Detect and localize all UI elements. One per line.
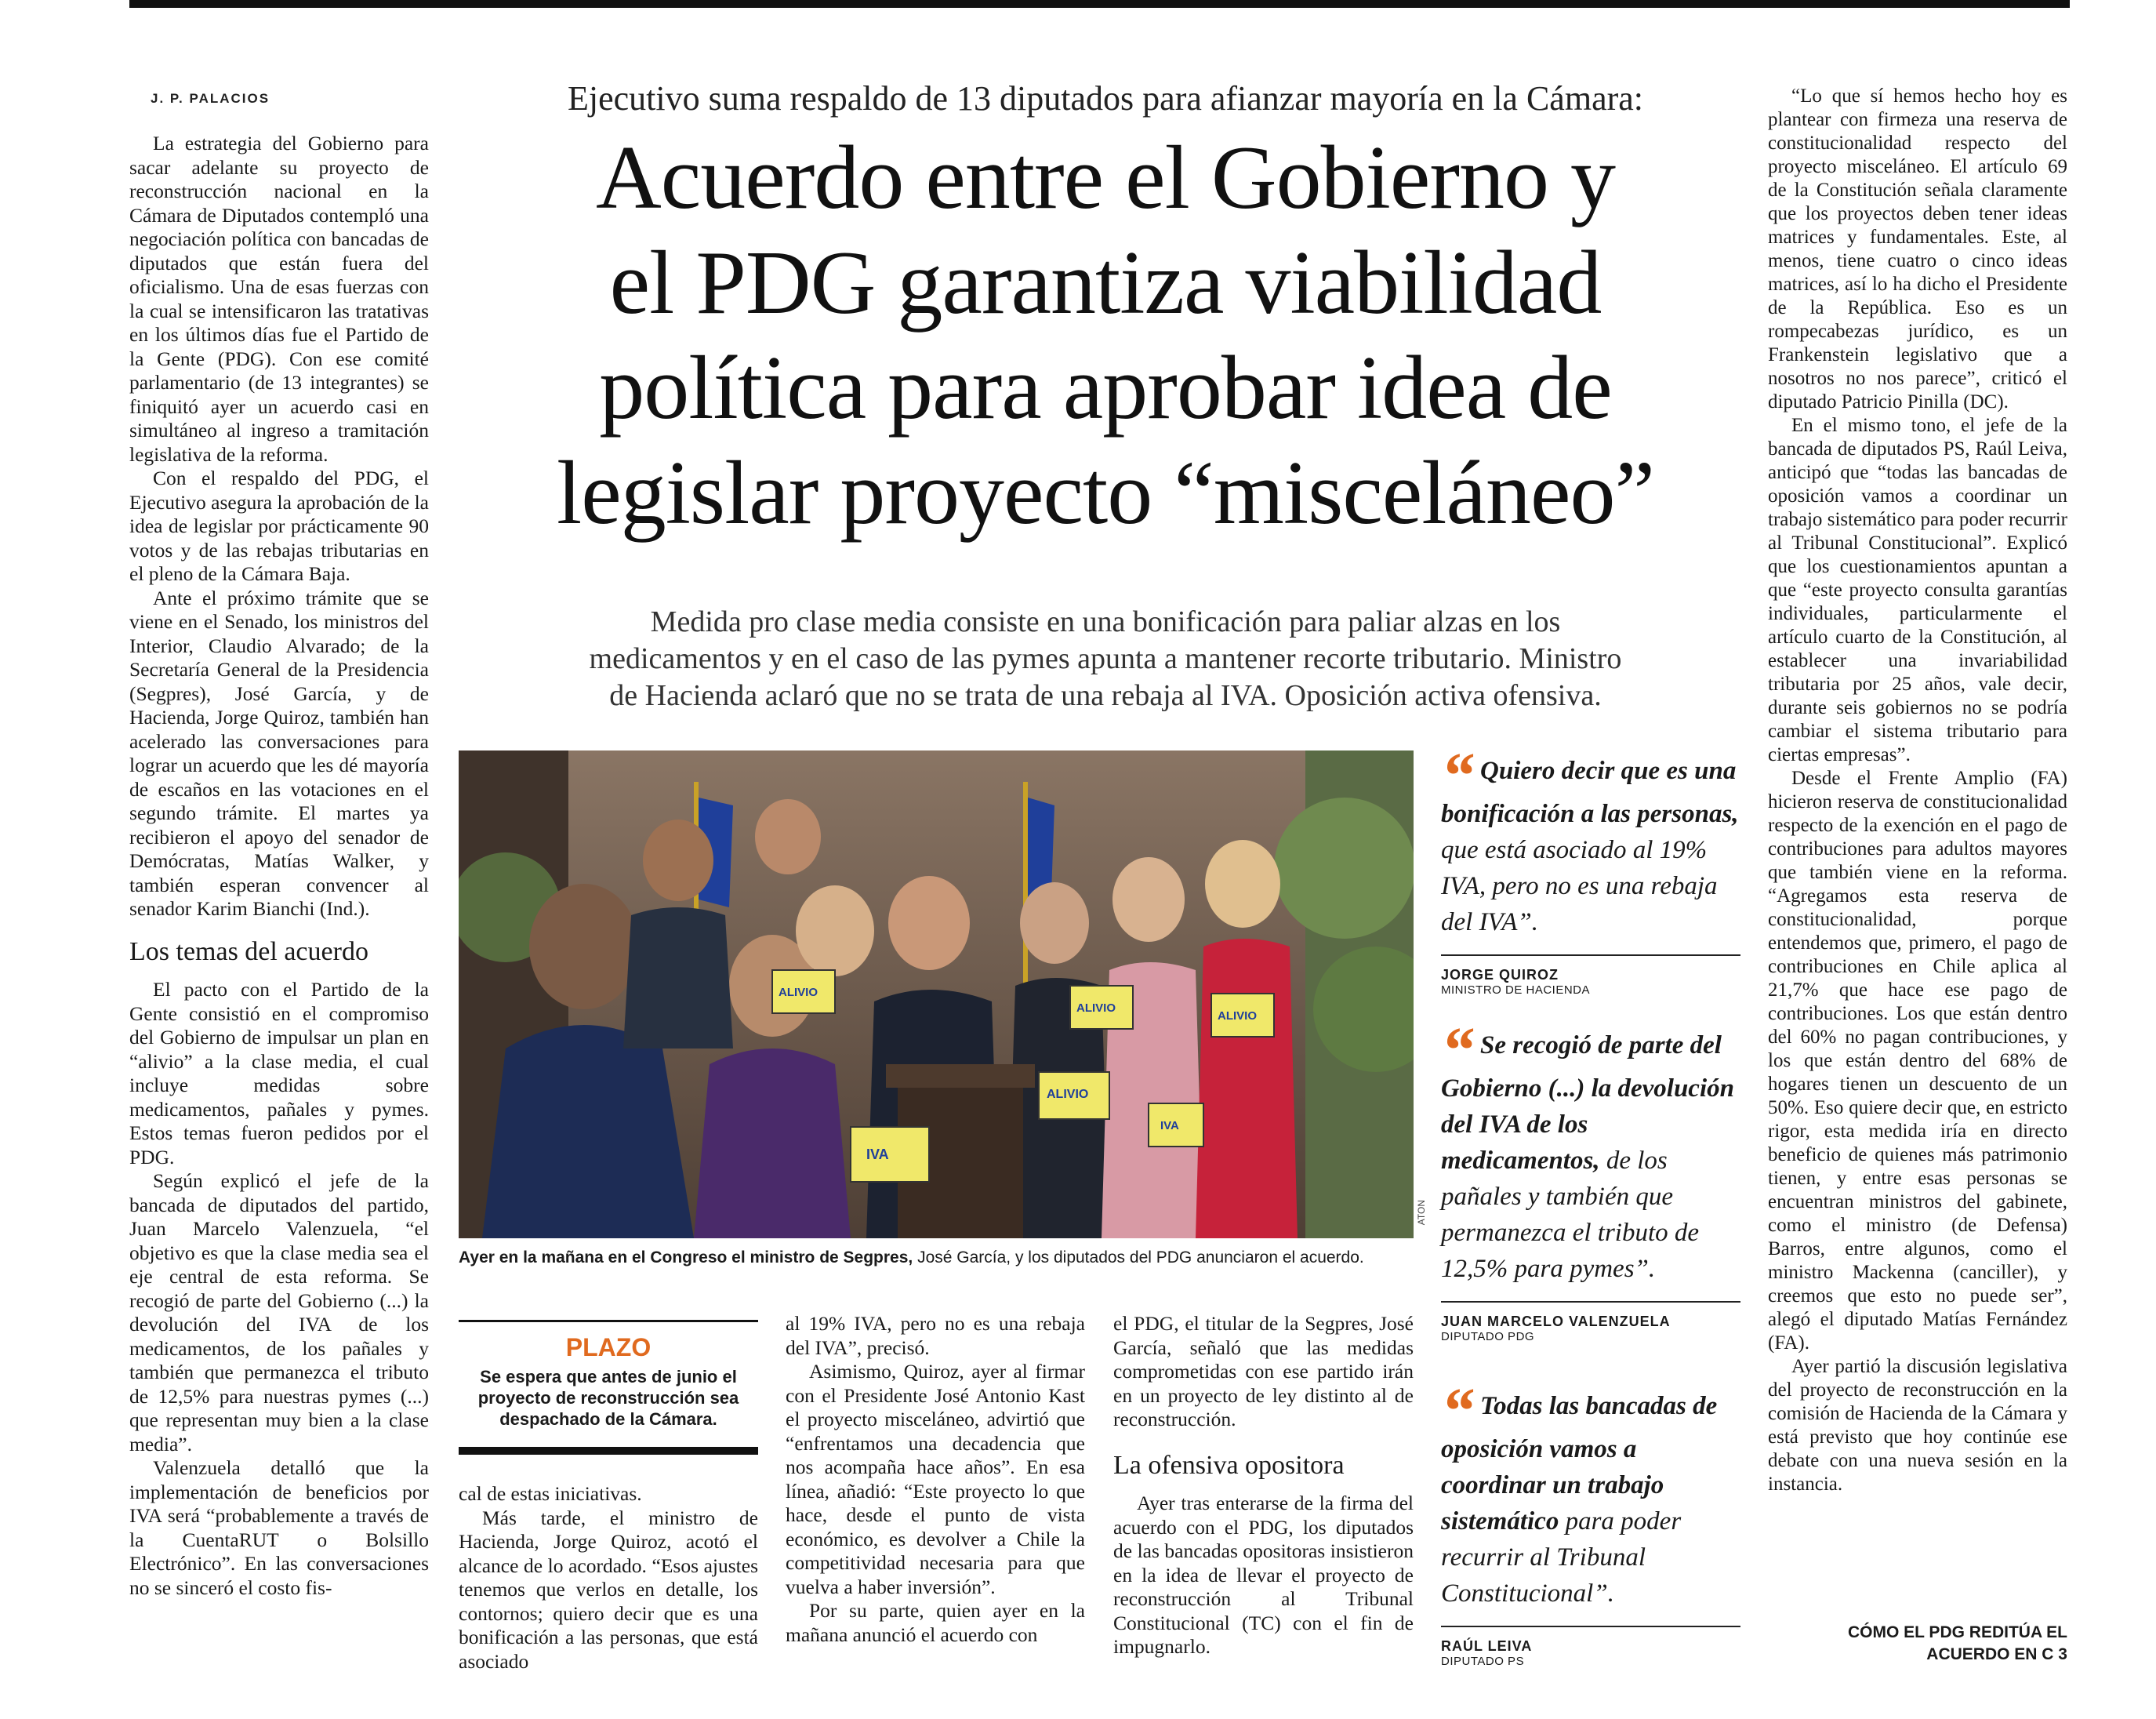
headline-line: Acuerdo entre el Gobierno y — [595, 128, 1616, 228]
plazo-top-rule — [459, 1320, 758, 1322]
quote-author: JUAN MARCELO VALENZUELA — [1441, 1314, 1671, 1329]
plazo-body: Se espera que antes de junio el proyecto de reconstrucción sea despachado de la Cámara. — [477, 1367, 739, 1429]
column-3 — [786, 1312, 1085, 1647]
quote-rest: para poder recurrir al Tribunal Constitucional”. — [1441, 1507, 1682, 1608]
quote-text — [1441, 1014, 1740, 1287]
column-4 — [1113, 1312, 1414, 1659]
sign-label: IVA — [866, 1147, 889, 1162]
quote-text — [1441, 740, 1740, 940]
quote-mark-icon: “ — [1441, 1375, 1474, 1448]
kicker: Ejecutivo suma respaldo de 13 diputados para afianzar mayoría en la Cámara: — [567, 79, 1643, 118]
col1-paragraph: Ante el próximo trámite que se viene en el Senado, los ministros del Interior, Claudio Alvarado; de la Secretaría General de la Presidencia (Segpres), José García, y de Hacienda, Jorge Quiroz, también han acelerado las conversaciones para lograr un acuerdo que les dé mayoría de escaños en las votaciones en el segundo trámite. El martes ya recibieron el apoyo del senador de Demócratas, Matías Walker, y también esperan convencer al senador Karim Bianchi (Ind.). — [129, 586, 429, 920]
quote-author-role: MINISTRO DE HACIENDA — [1441, 983, 1591, 997]
top-rule — [129, 0, 2070, 8]
quote-bold: Todas las bancadas de oposición vamos a coordinar un trabajo sistemático — [1441, 1392, 1718, 1535]
deck-line: medicamentos y en el caso de las pymes apunta a mantener recorte tributario. Ministro — [589, 642, 1622, 675]
quote-author: RAÚL LEIVA — [1441, 1638, 1533, 1654]
col3-paragraph: Por su parte, quien ayer en la mañana anunció el acuerdo con — [786, 1599, 1085, 1646]
col1-paragraph: La estrategia del Gobierno para sacar adelante su proyecto de reconstrucción nacional en la Cámara de Diputados contempló una negociación política con bancadas de diputados que están fuera del oficialismo. Una de esas fuerzas con la cual se intensificaron las tratativas en los últimos días fue el Partido de la Gente (PDG). Con ese comité parlamentario (de 13 integrantes) se finiquitó ayer un acuerdo casi en simultáneo al ingreso a tramitación legislativa de la reforma. — [129, 132, 429, 466]
deck-line: Medida pro clase media consiste en una bonificación para paliar alzas en los — [650, 605, 1561, 638]
col6-paragraph: En el mismo tono, el jefe de la bancada de diputados PS, Raúl Leiva, anticipó que “todas las bancadas de oposición vamos a coordinar un trabajo sistemático para poder recurrir al Tribunal Constitucional”. Explicó que los cuestionamientos apuntan a que “este proyecto consulta garantías individuales, particularmente el artículo cuarto de la Constitución, al establecer una invariabilidad tributaria por 25 años, vale decir, durante seis gobiernos no se podría cambiar el sistema tributario para ciertas empresas”. — [1768, 415, 2067, 765]
col3-paragraph: al 19% IVA, pero no es una rebaja del IVA”, precisó. — [786, 1312, 1085, 1359]
quote-author-role: DIPUTADO PDG — [1441, 1330, 1535, 1343]
quote-text — [1441, 1375, 1740, 1612]
continuation-ref-line: ACUERDO EN C 3 — [1926, 1645, 2067, 1663]
sign-label: ALIVIO — [1047, 1088, 1089, 1101]
col6-paragraph: Desde el Frente Amplio (FA) hicieron reserva de constitucionalidad respecto de la exención en el pago de contribuciones para adultos mayores que también viene en la reforma. “Agregamos esta reserva de constitucionalidad, porque entendemos que, primero, el pago de contribuciones en Chile aplica al 21,7% que hace ese pago de contribuciones. Los que están dentro del 60% no pagan contribuciones, y los que están dentro del 68% de hogares tienen un descuento de un 50%. Eso quiere decir que, en estricto rigor, esta medida iría en directo beneficio de quienes más patrimonio tienen, y entre esas personas se encuentran ministros del gabinete, como el ministro (de Defensa) Barros, entre algunos, como el ministro Mackenna (canciller), y creemos que esto no puede ser”, alegó el diputado Matías Fernández (FA). — [1768, 768, 2067, 1354]
column-1 — [129, 132, 429, 1600]
headline-line: el PDG garantiza viabilidad — [609, 233, 1602, 333]
sign-label: IVA — [1160, 1119, 1179, 1132]
deck — [439, 604, 1772, 714]
quote-bold: Se recogió de parte del Gobierno (...) la devolución del IVA de los medicamentos, — [1441, 1031, 1734, 1175]
headline-line: legislar proyecto “misceláneo” — [556, 443, 1654, 543]
headline — [455, 125, 1756, 546]
headline-line: política para aprobar idea de — [599, 338, 1612, 438]
caption-bold: Ayer en la mañana en el Congreso el ministro de Segpres, — [459, 1248, 913, 1267]
deck-line: de Hacienda aclaró que no se trata de una rebaja al IVA. Oposición activa ofensiva. — [609, 679, 1602, 712]
photo-credit: ATON — [1416, 1200, 1427, 1226]
sign-label: ALIVIO — [1076, 1001, 1116, 1015]
quote-mark-icon: “ — [1441, 740, 1474, 812]
col2-paragraph: cal de estas iniciativas. — [459, 1482, 642, 1505]
quote-1 — [1441, 740, 1740, 997]
plazo-title: PLAZO — [565, 1333, 652, 1361]
quote-author-role: DIPUTADO PS — [1441, 1655, 1525, 1668]
subhead-temas: Los temas del acuerdo — [129, 936, 368, 966]
quote-rest: de los pañales y también que permanezca el tributo de 12,5% para pymes”. — [1441, 1147, 1700, 1283]
continuation-ref[interactable] — [1768, 1622, 2067, 1666]
quote-rule — [1441, 1626, 1740, 1627]
col1-paragraph: Con el respaldo del PDG, el Ejecutivo asegura la aprobación de la idea de legislar por prácticamente 90 votos y de las rebajas tributarias en el pleno de la Cámara Baja. — [129, 467, 429, 585]
continuation-ref-line: CÓMO EL PDG REDITÚA EL — [1847, 1623, 2067, 1641]
quote-3 — [1441, 1375, 1740, 1668]
col1-paragraph: Según explicó el jefe de la bancada de diputados del partido, Juan Marcelo Valenzuela, “el objetivo es que la clase media sea el eje central de esta reforma. Se recogió de parte del Gobierno (...) la devolución del IVA de los medicamentos, de los pañales y también que permanezca el tributo de 12,5% para nuestras pymes (...) que representan muy bien a la clase media”. — [129, 1169, 429, 1456]
sign-label: ALIVIO — [1218, 1009, 1258, 1023]
press-photo-illustration — [459, 750, 1414, 1238]
column-6 — [1768, 85, 2067, 1496]
quote-mark-icon: “ — [1441, 1014, 1474, 1087]
quote-author: JORGE QUIROZ — [1441, 967, 1559, 983]
col2-paragraph: Más tarde, el ministro de Hacienda, Jorge Quiroz, acotó el alcance de lo acordado. “Esos ajustes tenemos que verlos en detalle, los contornos; quiero decir que es una bonificación a las personas, que está asociado — [459, 1506, 758, 1673]
subhead-ofensiva: La ofensiva opositora — [1113, 1450, 1345, 1480]
col3-paragraph: Asimismo, Quiroz, ayer al firmar con el Presidente José Antonio Kast el proyecto misceláneo, advirtió que “enfrentamos una decadencia que nos acompaña hace años”. En esa línea, añadió: “Este proyecto lo que hace, desde el punto de vista económico, es devolver a Chile la competitividad necesaria para que vuelva a haber inversión”. — [786, 1360, 1085, 1598]
byline: J. P. PALACIOS — [151, 91, 270, 106]
col4-paragraph: Ayer tras enterarse de la firma del acuerdo con el PDG, los diputados de las bancadas opositoras insistieron en la idea de llevar el proyecto de reconstrucción al Tribunal Constitucional (TC) con el fin de impugnarlo. — [1113, 1492, 1414, 1658]
quote-rule — [1441, 954, 1740, 956]
press-photo — [459, 750, 1414, 1238]
plazo-bottom-rule — [459, 1447, 758, 1455]
photo-caption — [459, 1247, 1414, 1269]
col4-paragraph: el PDG, el titular de la Segpres, José García, señaló que las medidas comprometidas con ese partido irán en un proyecto de ley distinto al de reconstrucción. — [1113, 1312, 1414, 1430]
quote-bold: Quiero decir que es una bonificación a las personas, — [1441, 757, 1739, 828]
quote-2 — [1441, 1014, 1740, 1343]
quote-rule — [1441, 1301, 1740, 1303]
sign-label: ALIVIO — [779, 986, 818, 999]
col1-paragraph: El pacto con el Partido de la Gente consistió en el compromiso del Gobierno de impulsar un plan en “alivio” a la clase media, el cual incluye medidas sobre medicamentos, pañales y pymes. Estos temas fueron pedidos por el PDG. — [129, 978, 429, 1168]
col6-paragraph: Ayer partió la discusión legislativa del proyecto de reconstrucción en la comisión de Hacienda de la Cámara y está previsto que hoy continúe ese debate con una nueva sesión en la instancia. — [1768, 1356, 2067, 1495]
col6-paragraph: “Lo que sí hemos hecho hoy es plantear con firmeza una reserva de constitucionalidad respecto del proyecto misceláneo. El artículo 69 de la Constitución señala claramente que los proyectos deben tener ideas matrices y fundamentales. Este, al menos, tiene cuatro o cinco ideas matrices, así lo ha dicho el Presidente de la República. Eso es un rompecabezas jurídico, es un Frankenstein legislativo que a nosotros no nos parece”, criticó el diputado Patricio Pinilla (DC). — [1768, 85, 2067, 412]
quote-rest: que está asociado al 19% IVA, pero no es una rebaja del IVA”. — [1441, 836, 1718, 936]
column-2 — [459, 1482, 758, 1674]
caption-rest: José García, y los diputados del PDG anunciaron el acuerdo. — [913, 1248, 1364, 1267]
col1-paragraph: Valenzuela detalló que la implementación de beneficios por IVA será “probablemente a través de la CuentaRUT o Bolsillo Electrónico”. En las conversaciones no se sinceró el costo fis- — [129, 1456, 429, 1599]
